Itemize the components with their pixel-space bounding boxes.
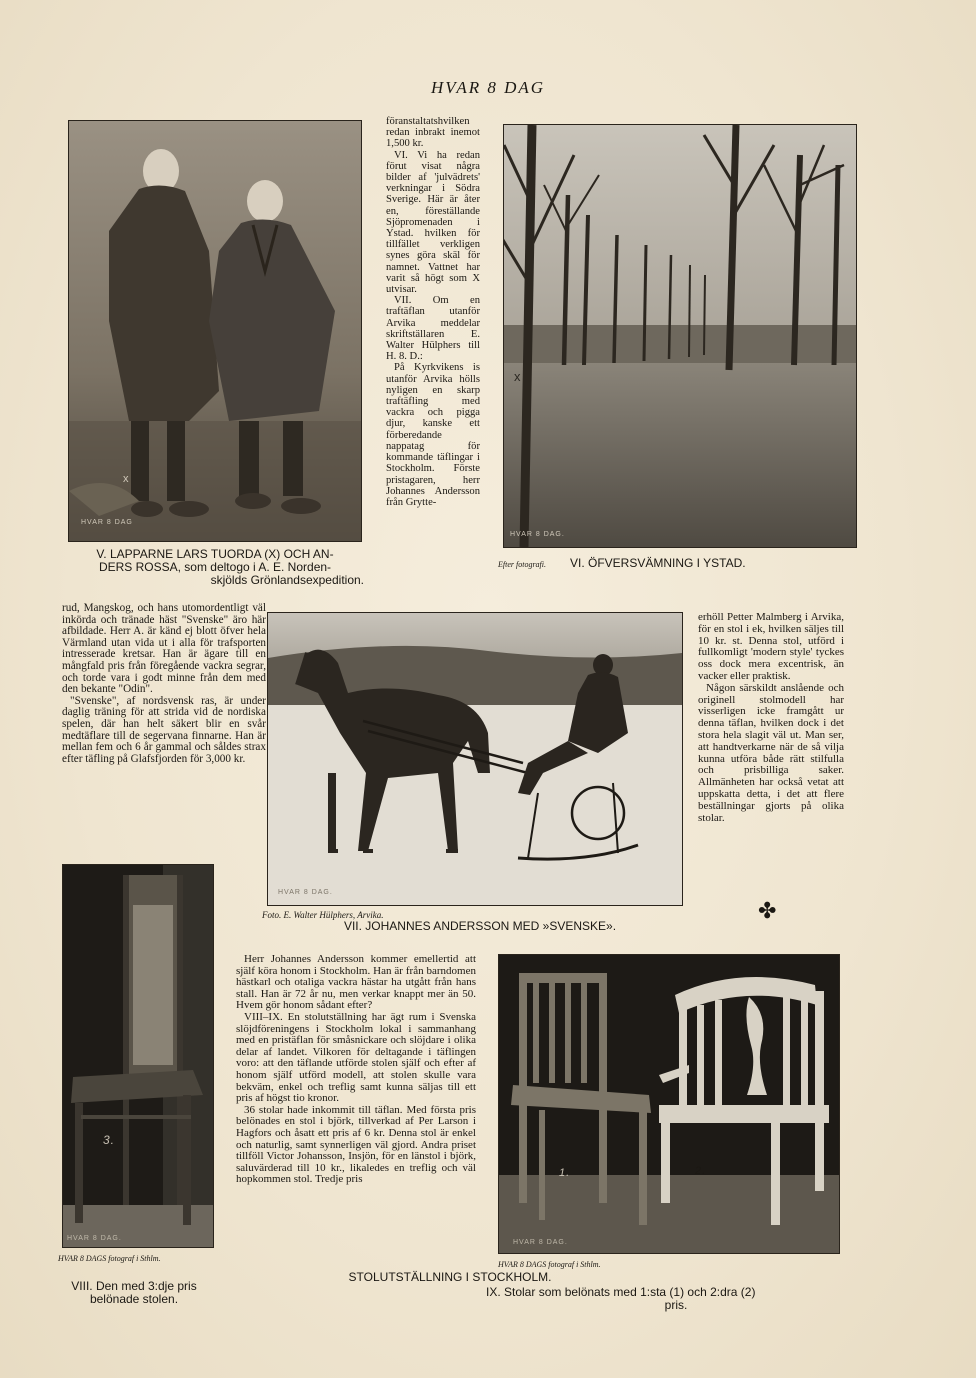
col-bottom-p3: 36 stolar hade inkommit till täflan. Med första pris belönades en stol i björk, tillverkad af Per Larson i Hagfors och åsatt ett pris af 6 kr. Denna stol är enkel och naturlig, samt synnerligen väl gjord. Andra priset tillföll Victor Johansson, Insjön, för en länstol i björk, saluvärderad till 10 kr., likaledes en treflig och väl hopkommen stol. Tredje pris	[236, 1103, 476, 1186]
col-right-p2: Någon särskildt anslående och originell stolmodell har visserligen icke framgått ur denna täflan, hvilken dock i det stora hela slagit väl ut. Man ser, att handtverkarne när de så vilja kunna utföra både rätt stilfulla och prisbilliga saker. Allmänheten har också vetat att uppskatta detta, i det att flere beställningar gjorts på olika stolar.	[698, 681, 844, 824]
lapps-marker: x	[123, 473, 130, 485]
col-left-p1: rud, Mangskog, och hans utomordentligt väl inkörda och tränade häst "Svenske" äro här afbildade. Herr A. är känd ej blott öfver hela Värmland utan vida ut i alla för trafsporten intresserade kretsar. Han är ägare till en mångfald pris från föregående vackra segrar, och torde vara i godt minne från dem med den bekante "Odin".	[62, 602, 266, 696]
lapps-caption	[60, 548, 370, 587]
lapps-image	[69, 121, 361, 541]
chair-single-caption-line2: belönade stolen.	[89, 1292, 179, 1306]
chairs-pair-caption	[486, 1286, 866, 1312]
col-top-p3: VII. Om en traftäflan utanför Arvika meddelar skriftställaren E. Walter Hülphers till H. 8. D.:	[386, 295, 480, 363]
flood-image	[504, 125, 856, 547]
chair-single-credit: HVAR 8 DAGS fotograf i Sthlm.	[58, 1254, 161, 1263]
horse-watermark: HVAR 8 DAG.	[278, 889, 333, 896]
article-column-top	[386, 116, 480, 508]
chairs-pair-image	[499, 955, 839, 1253]
horse-image	[268, 613, 682, 905]
photo-chairs-pair	[498, 954, 840, 1254]
flood-caption: VI. ÖFVERSVÄMNING I YSTAD.	[570, 556, 746, 570]
chairs-pair-watermark: HVAR 8 DAG.	[513, 1239, 568, 1246]
col-bottom-p2: VIII–IX. En stolutställning har ägt rum i Svenska slöjdföreningens i Stockholm lokal i sammanhang med en pristäflan för småsnickare och slöjdare i olika delar af landet. Vilkoren för deltagande i täflingen voro: att den täflande utförde stolen själf och efter af honom själf utförd modell, att stolen skulle vara bekväm, enkel och treflig samt kunna säljas till ett pris af högst tio kronor.	[236, 1010, 476, 1105]
lapps-caption-line3: skjölds Grönlandsexpedition.	[210, 573, 364, 587]
chairs-pair-title: STOLUTSTÄLLNING I STOCKHOLM.	[348, 1270, 552, 1284]
lapps-caption-line1: V. LAPPARNE LARS TUORDA (X) OCH AN-	[96, 547, 334, 561]
col-top-p1: föranstaltatshvilken redan inbrakt inemot 1,500 kr.	[386, 116, 480, 150]
photo-flood	[503, 124, 857, 548]
horse-caption: VII. JOHANNES ANDERSSON MED »SVENSKE».	[343, 919, 617, 933]
col-bottom-p1: Herr Johannes Andersson kommer emellertid att själf köra honom i Stockholm. Han är från barndomen hästkarl och otaliga vackra hästar ha utgått från hans stall. Han är 72 år nu, men verkar knappt mer än 50. Hvem gör honom sådant efter?	[236, 953, 476, 1012]
col-right-p1: erhöll Petter Malmberg i Arvika, för en stol i ek, hvilken säljes till 10 kr. st. Denna stol, utförd i fullkomligt 'modern style' tyckes oss dock mera excentrisk, än vacker eller praktisk.	[698, 611, 844, 682]
article-column-bottom	[236, 954, 476, 1186]
chair-single-marker: 3.	[103, 1133, 116, 1147]
flood-watermark: HVAR 8 DAG.	[510, 531, 565, 538]
col-top-p2: VI. Vi ha redan förut visat några bilder af 'julvädrets' verkningar i Södra Sverige. Här är åter en, föreställande Sjöpromenaden i Ystad. hvilken för tillfället verkligen synes göra skäl för namnet. Vattnet har varit så högt som X utvisar.	[386, 149, 480, 296]
chairs-pair-caption-line1: IX. Stolar som belönats med 1:sta (1) och 2:dra (2)	[486, 1285, 756, 1299]
col-left-p2: "Svenske", af nordsvensk ras, är under daglig träning för att strida vid de nordiska spelen, där han helt säkert blir en svår medtäflare till de segervana finnarne. Han är mellan fem och 6 år gammal och såldes strax efter täfling på Glafsfjorden för 3,000 kr.	[62, 694, 266, 765]
chairs-pair-marker-1: 1.	[559, 1167, 571, 1179]
ornament-icon: ✤	[758, 898, 777, 923]
chair-single-caption	[44, 1280, 224, 1306]
photo-horse	[267, 612, 683, 906]
photo-chair-single	[62, 864, 214, 1248]
photo-lapps	[68, 120, 362, 542]
lapps-caption-line2: DERS ROSSA, som deltogo i A. E. Norden-	[98, 560, 332, 574]
page-header: HVAR 8 DAG	[430, 78, 546, 97]
chair-single-image	[63, 865, 213, 1247]
flood-credit: Efter fotografi.	[498, 560, 546, 569]
chairs-pair-credit: HVAR 8 DAGS fotograf i Sthlm.	[498, 1260, 601, 1269]
chairs-pair-caption-line2: pris.	[664, 1298, 688, 1312]
flood-marker: x	[514, 369, 522, 384]
col-top-p4: På Kyrkvikens is utanför Arvika hölls nyligen en skarp traftäfling med vackra och pigga djur, kanske ett förberedande nappatag för kommande täflingar i Stockholm. Förste pristagaren, herr Johannes Andersson från Grytte-	[386, 362, 480, 508]
chair-single-caption-line1: VIII. Den med 3:dje pris	[71, 1279, 197, 1293]
chairs-pair-marker-2: 2.	[695, 1165, 707, 1177]
article-column-right	[698, 612, 844, 824]
article-column-left	[62, 603, 266, 765]
lapps-watermark: HVAR 8 DAG	[81, 519, 133, 526]
horse-credit: Foto. E. Walter Hülphers, Arvika.	[262, 910, 384, 920]
chair-single-watermark: HVAR 8 DAG.	[67, 1235, 122, 1242]
